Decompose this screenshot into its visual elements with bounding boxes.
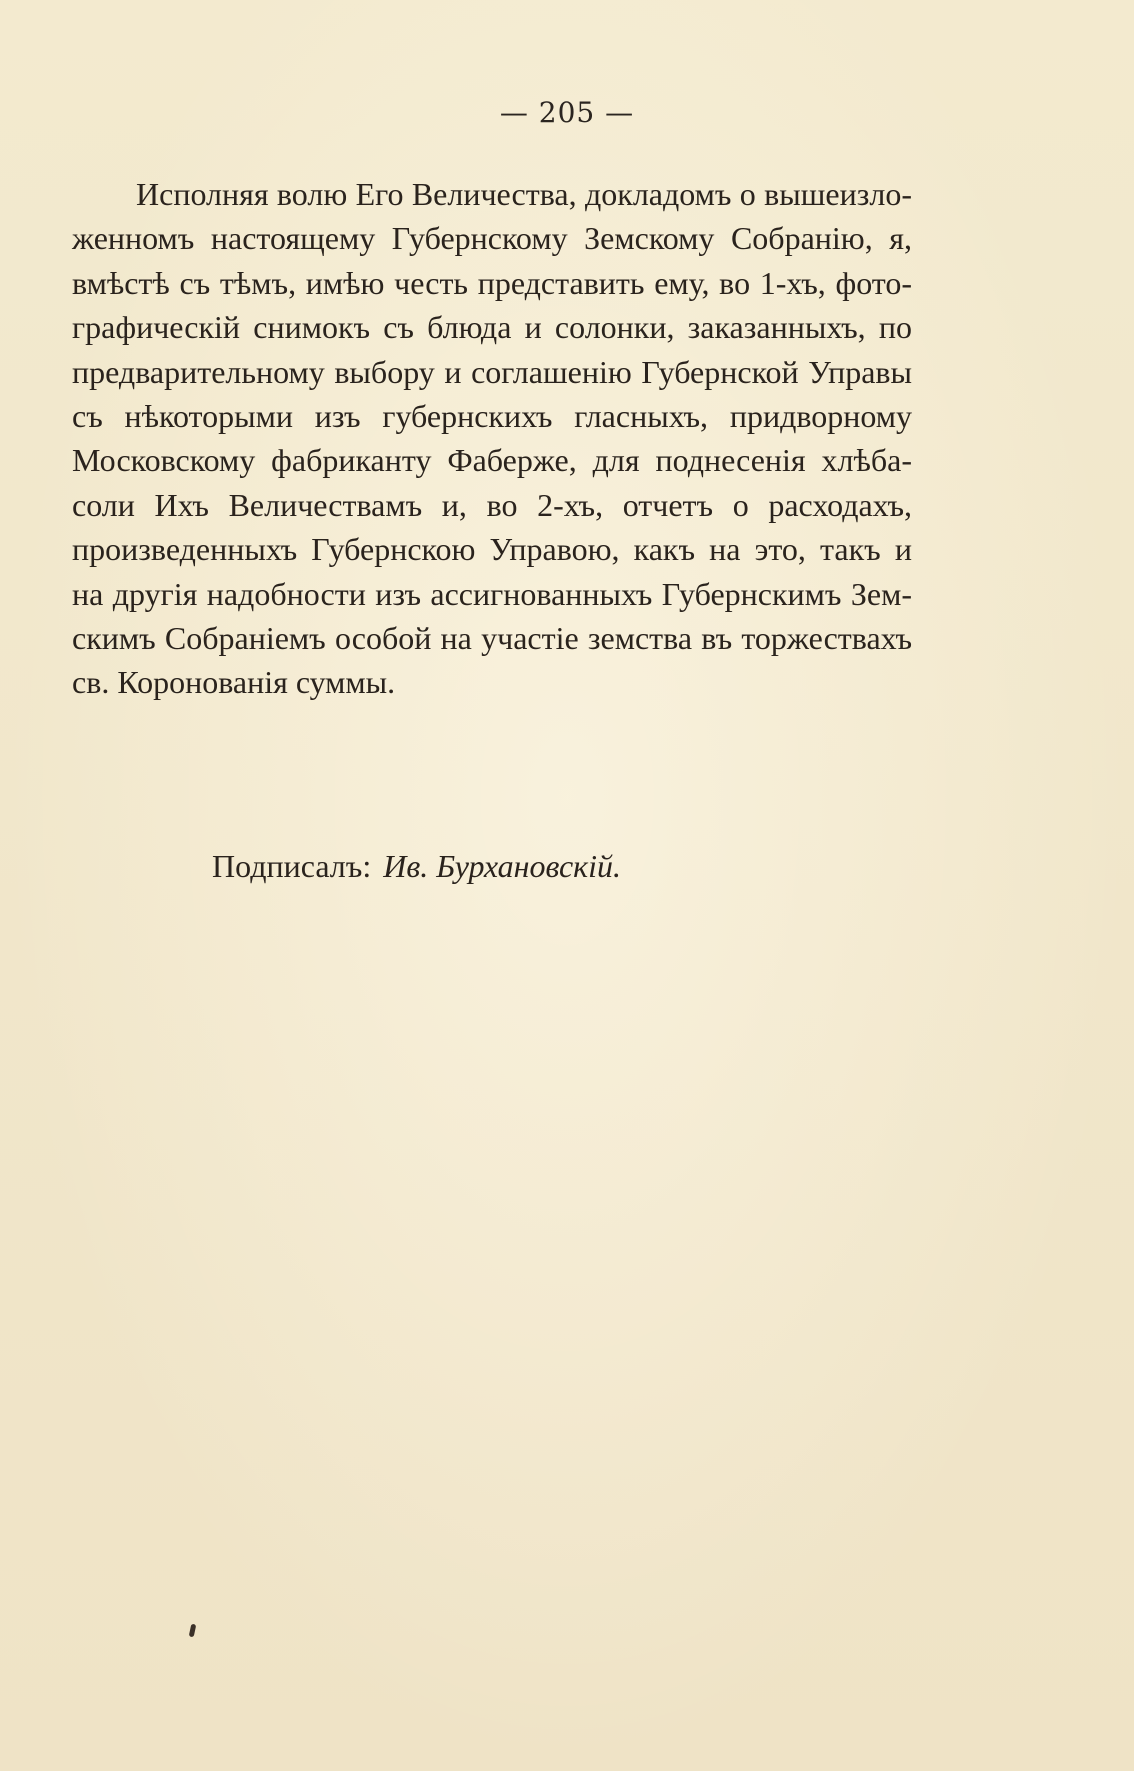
text-line: соли Ихъ Величествамъ и, во 2-хъ, отчетъ о расходахъ, bbox=[72, 486, 912, 523]
text-line: на другія надобности изъ ассигнованныхъ Губернскимъ Зем- bbox=[72, 575, 912, 612]
text-line: вмѣстѣ съ тѣмъ, имѣю честь представить ему, во 1-хъ, фото- bbox=[72, 264, 912, 301]
ink-spot bbox=[189, 1624, 197, 1638]
text-line: Московскому фабриканту Фаберже, для поднесенія хлѣба- bbox=[72, 442, 912, 479]
text-line: Исполняя волю Его Величества, докладомъ о вышеизло- bbox=[136, 176, 912, 212]
text-line: графическій снимокъ съ блюда и солонки, заказанныхъ, по bbox=[72, 309, 912, 346]
text-line: предварительному выбору и соглашенію Губернской Управы bbox=[72, 353, 912, 390]
text-line: произведенныхъ Губернскою Управою, какъ на это, такъ и bbox=[72, 531, 912, 568]
body-paragraph bbox=[72, 172, 912, 705]
text-line: св. Коронованія суммы. bbox=[72, 664, 396, 701]
text-line: женномъ настоящему Губернскому Земскому Собранію, я, bbox=[72, 220, 912, 257]
signature-name: Ив. Бурхановскій. bbox=[383, 848, 622, 884]
signature-block bbox=[212, 848, 621, 885]
signature-label: Подписалъ: bbox=[212, 848, 372, 884]
text-line: скимъ Собраніемъ особой на участіе земства въ торжествахъ bbox=[72, 620, 912, 657]
page-number: — 205 — bbox=[499, 96, 635, 129]
text-line: съ нѣкоторыми изъ губернскихъ гласныхъ, придворному bbox=[72, 398, 912, 435]
